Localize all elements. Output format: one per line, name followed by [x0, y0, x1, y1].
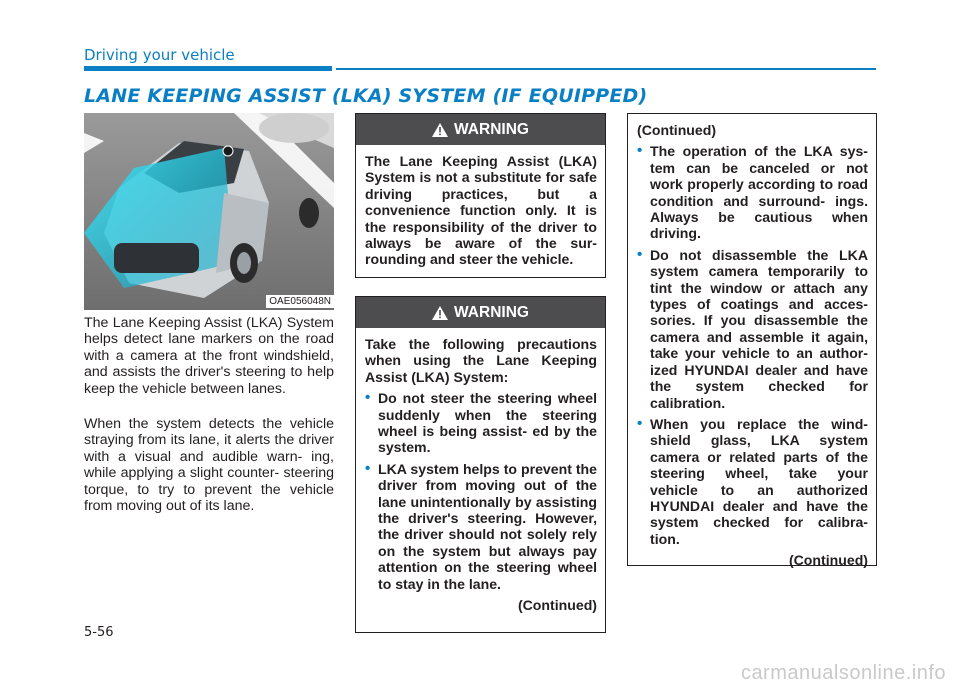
list-item: • Do not disassemble the LKA system camera temporarily to tint the window or attach any types of coatings and acces- sories. If you disassemble the camera and assemble it again, take your vehicle to an author- ized HYUNDAI dealer and have the system checked for calibration.: [637, 247, 868, 411]
warning-box-2: [355, 296, 606, 633]
lka-illustration: [84, 113, 334, 310]
warning-header: [356, 297, 605, 328]
intro-paragraph-2: When the system detects the vehicle straying from its lane, it alerts the driver with a visual and audible warn- ing, while applying a slight counter- steering torque, to try to prevent the vehicle from moving out of its lane.: [84, 416, 334, 515]
header-rule-thick: [84, 66, 332, 71]
warning-box-1: [355, 113, 606, 278]
continued-label: (Continued): [517, 597, 597, 614]
warning-label: WARNING: [454, 120, 529, 138]
warning-label: WARNING: [454, 303, 529, 321]
continued-box: [627, 113, 877, 569]
continued-body: [628, 114, 876, 577]
list-item: • The operation of the LKA sys- tem can be canceled or not work properly according to road condition and surround- ings. Always be cautious when driving.: [637, 143, 868, 241]
warning-triangle-icon: [432, 123, 448, 137]
warning-intro: Take the following precautions when using the Lane Keeping Assist (LKA) System:: [365, 336, 597, 385]
list-item: • LKA system helps to prevent the driver from moving out of the lane unintentionally by assisting the driver's steering. However, the driver should not solely rely on the system but always pay attention on the steering wheel to stay in the lane.: [365, 461, 597, 592]
car-camera-illustration: [84, 113, 334, 310]
warning-body: [356, 328, 605, 622]
continued-list: [637, 143, 868, 547]
warning-body: [356, 145, 605, 276]
continued-label: (Continued): [788, 552, 868, 569]
precaution-list: [365, 390, 597, 592]
warning-text: The Lane Keeping Assist (LKA) System is not a substitute for safe driving practices, but a convenience function only. It is the responsibility of the driver to always be aware of the sur- rounding and steer the vehicle.: [365, 153, 597, 268]
list-item: • Do not steer the steering wheel suddenly when the steering wheel is being assist- ed by the system.: [365, 390, 597, 456]
continued-header: (Continued): [637, 122, 717, 138]
header-rule-thin: [336, 68, 876, 70]
intro-paragraph-1: The Lane Keeping Assist (LKA) System helps detect lane markers on the road with a camera at the front windshield, and assists the driver's steering to help keep the vehicle between lanes.: [84, 315, 334, 397]
watermark: carmanualsonline.info: [740, 662, 946, 684]
warning-header: [356, 114, 605, 145]
section-label: Driving your vehicle: [84, 46, 235, 64]
page-number: 5-56: [84, 625, 114, 640]
list-item: • When you replace the wind- shield glass, LKA system camera or related parts of the steering wheel, take your vehicle to an authorized HYUNDAI dealer and have the system checked for calibra- tion.: [637, 416, 868, 547]
page-title: LANE KEEPING ASSIST (LKA) SYSTEM (IF EQUIPPED): [84, 85, 648, 107]
warning-triangle-icon: [432, 306, 448, 320]
figure-code: OAE056048N: [266, 295, 334, 308]
